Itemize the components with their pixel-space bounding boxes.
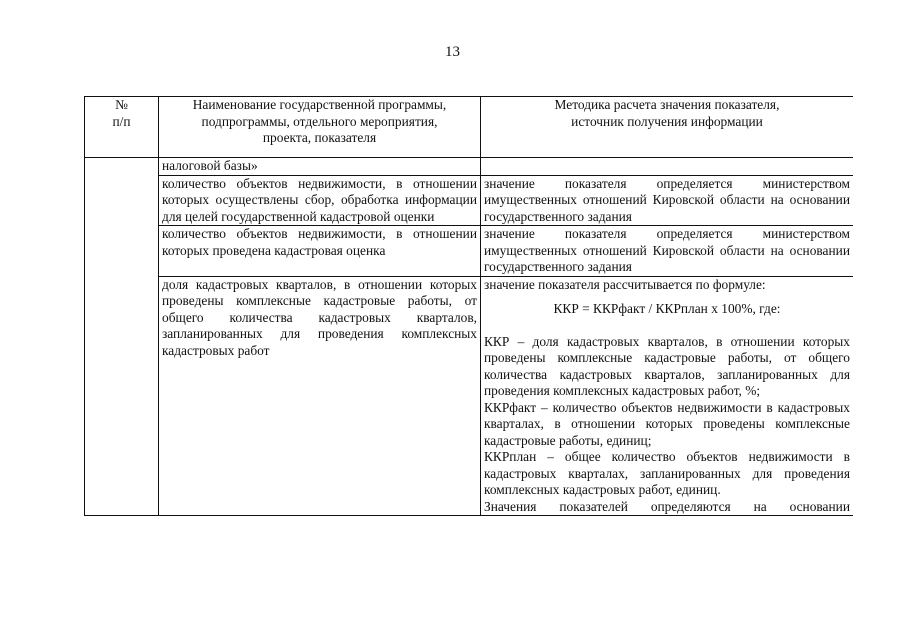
indicator-table bbox=[84, 96, 853, 516]
table-row bbox=[85, 175, 854, 226]
definition-kkr-fact: ККРфакт – количество объектов недвижимости в кадастровых кварталах, в отношении которых проведены комплексные кадастровые работы, единиц; bbox=[484, 399, 850, 448]
indicator-table-frame bbox=[84, 96, 853, 556]
header-name bbox=[159, 97, 481, 158]
indicator-name-cell: доля кадастровых кварталов, в отношении которых проведены комплексные кадастровые работы, от общего количества кадастровых кварталов, запланированных для проведения комплексных кадастровых работ bbox=[159, 276, 481, 516]
table-header-row bbox=[85, 97, 854, 158]
table-row bbox=[85, 158, 854, 176]
method-cell bbox=[481, 158, 854, 176]
header-num-line: п/п bbox=[112, 113, 131, 129]
header-name-line: подпрограммы, отдельного мероприятия, bbox=[201, 113, 438, 129]
header-num bbox=[85, 97, 159, 158]
method-cell: значение показателя определяется министерством имущественных отношений Кировской области на основании государственного задания bbox=[481, 226, 854, 277]
table-row bbox=[85, 226, 854, 277]
continuation-text: Значения показателей определяются на основании bbox=[484, 498, 850, 514]
indicator-name-cell: количество объектов недвижимости, в отношении которых осуществлены сбор, обработка информации для целей государственной кадастровой оценки bbox=[159, 175, 481, 226]
header-name-line: проекта, показателя bbox=[262, 130, 377, 145]
header-method-line: Методика расчета значения показателя, bbox=[554, 97, 780, 112]
definition-kkr-plan: ККРплан – общее количество объектов недвижимости в кадастровых кварталах, запланированных для проведения комплексных кадастровых работ, единиц. bbox=[484, 449, 850, 497]
indicator-name-cell: налоговой базы» bbox=[159, 158, 481, 176]
indicator-name-cell: количество объектов недвижимости, в отношении которых проведена кадастровая оценка bbox=[159, 226, 481, 277]
header-num-line: № bbox=[115, 97, 128, 112]
method-intro: значение показателя рассчитывается по формуле: bbox=[484, 276, 766, 292]
row-number-cell bbox=[85, 158, 159, 516]
formula: ККР = ККРфакт / ККРплан x 100%, где: bbox=[553, 301, 781, 316]
definition-kkr: ККР – доля кадастровых кварталов, в отношении которых проведены комплексные кадастровые работы, от общего количества кадастровых кварталов, запланированных для проведения комплексных кадастровых работ, %; bbox=[484, 333, 850, 398]
header-method-line: источник получения информации bbox=[571, 113, 763, 129]
method-cell bbox=[481, 276, 854, 516]
table-row bbox=[85, 276, 854, 516]
page-number: 13 bbox=[445, 44, 460, 60]
method-cell: значение показателя определяется министерством имущественных отношений Кировской области на основании государственного задания bbox=[481, 175, 854, 226]
header-name-line: Наименование государственной программы, bbox=[192, 97, 447, 112]
header-method bbox=[481, 97, 854, 158]
